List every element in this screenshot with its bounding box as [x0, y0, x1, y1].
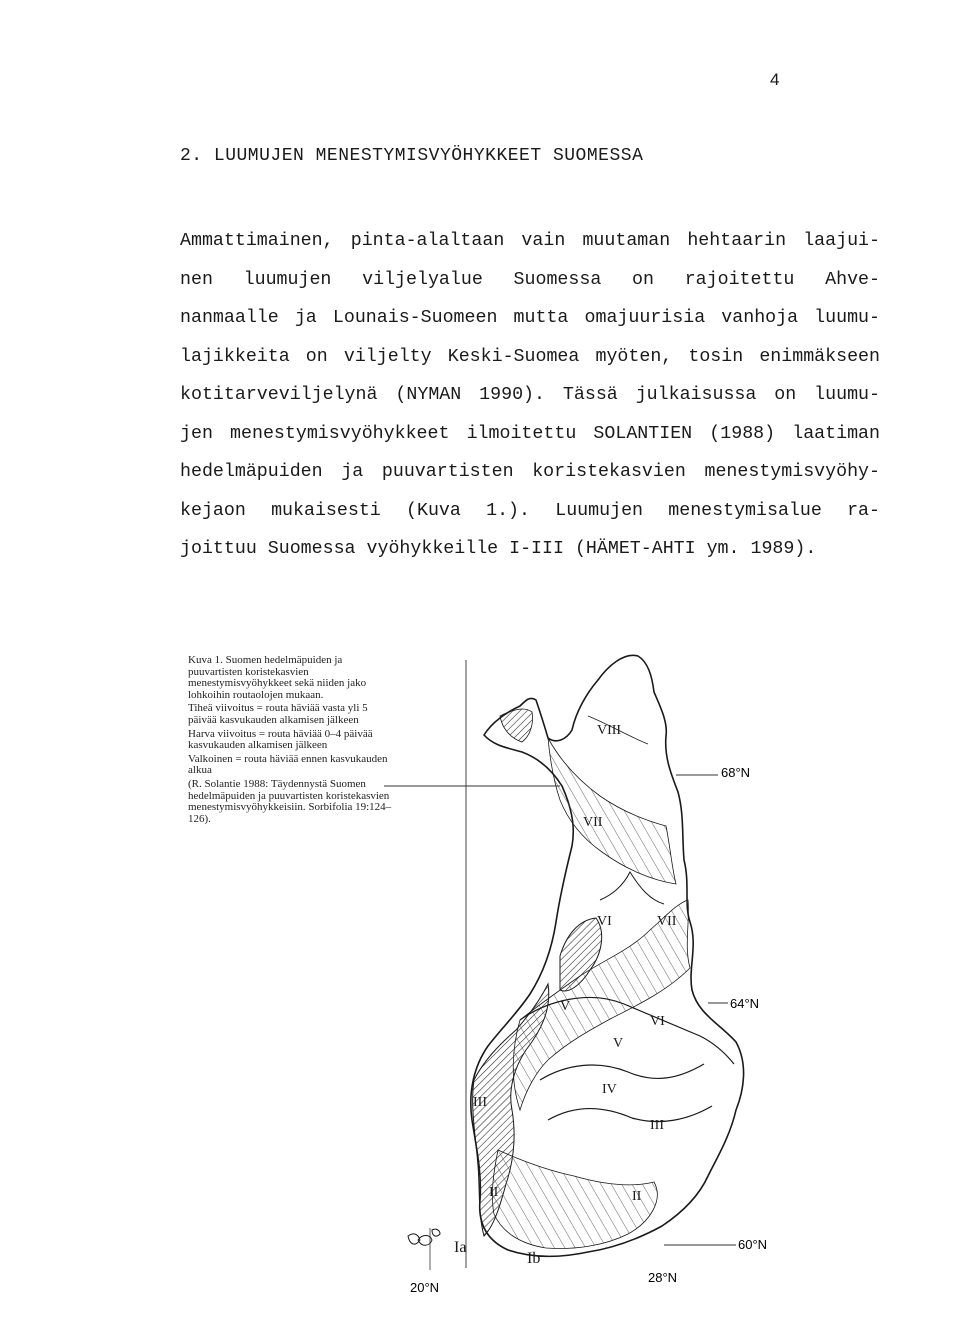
aland-islands [408, 1229, 440, 1245]
body-paragraph [180, 222, 880, 569]
paragraph-line: kotitarveviljelynä (NYMAN 1990). Tässä julkaisussa on luumu- [180, 385, 880, 405]
zone-label: III [473, 1095, 487, 1110]
paragraph-line: nen luumujen viljelyalue Suomessa on rajoitettu Ahve- [180, 269, 880, 290]
lat-60-label: 60°N [738, 1237, 768, 1252]
caption-dense-hatch: Tiheä viivoitus = routa häviää vasta yli 5 päivää kasvukauden alkamisen jälkeen [188, 702, 368, 726]
page-number: 4 [770, 70, 780, 89]
zone-label: V [560, 999, 571, 1014]
caption-title: Kuva 1. Suomen hedelmäpuiden ja puuvartisten koristekasvien menestymisvyöhykkeet sekä niiden jako lohkoihin routaolojen mukaan. [188, 654, 367, 701]
paragraph-line: joittuu Suomessa vyöhykkeille I-III (HÄMET-AHTI ym. 1989). [180, 539, 817, 559]
paragraph-line: Ammattimainen, pinta-alaltaan vain muutaman hehtaarin laajui- [180, 231, 880, 251]
figure-caption [188, 655, 398, 827]
caption-sparse-hatch: Harva viivoitus = routa häviää 0–4 päivää kasvukauden alkamisen jälkeen [188, 727, 373, 752]
zone-label: IV [602, 1082, 617, 1097]
paragraph-line: lajikkeita on viljelty Keski-Suomea myöten, tosin enimmäkseen [180, 346, 880, 367]
zone-label: II [632, 1189, 642, 1204]
zone-label: VI [650, 1014, 665, 1029]
finland-zone-map [410, 630, 840, 1330]
lat-64-label: 64°N [730, 996, 760, 1011]
zone-label: VII [583, 815, 603, 830]
zone-label: III [650, 1118, 664, 1133]
zone-label: V [613, 1036, 624, 1051]
zone-label: VI [597, 914, 612, 929]
caption-reference: (R. Solantie 1988: Täydennystä Suomen hedelmäpuiden ja puuvartisten koristekasvien menestymisvyöhykkeisiin. Sorbifolia 19:124–126). [188, 777, 392, 825]
zone-label: Ia [454, 1239, 467, 1256]
zone-label: II [489, 1185, 499, 1200]
lon-20-label: 20°N [410, 1280, 440, 1295]
lon-28-label: 28°N [648, 1270, 678, 1285]
zone-label: VII [657, 914, 677, 929]
paragraph-line: kejaon mukaisesti (Kuva 1.). Luumujen menestymisalue ra- [180, 500, 880, 521]
zone-label: VIII [597, 723, 622, 738]
lat-68-label: 68°N [721, 765, 751, 780]
section-heading: 2. LUUMUJEN MENESTYMISVYÖHYKKEET SUOMESSA [180, 146, 644, 166]
paragraph-line: nanmaalle ja Lounais-Suomeen mutta omajuurisia vanhoja luumu- [180, 308, 880, 328]
paragraph-line: jen menestymisvyöhykkeet ilmoitettu SOLANTIEN (1988) laatiman [180, 423, 880, 444]
caption-white: Valkoinen = routa häviää ennen kasvukauden alkua [188, 752, 388, 777]
paragraph-line: hedelmäpuiden ja puuvartisten koristekasvien menestymisvyöhy- [180, 462, 880, 482]
zone-label: Ib [527, 1250, 541, 1267]
